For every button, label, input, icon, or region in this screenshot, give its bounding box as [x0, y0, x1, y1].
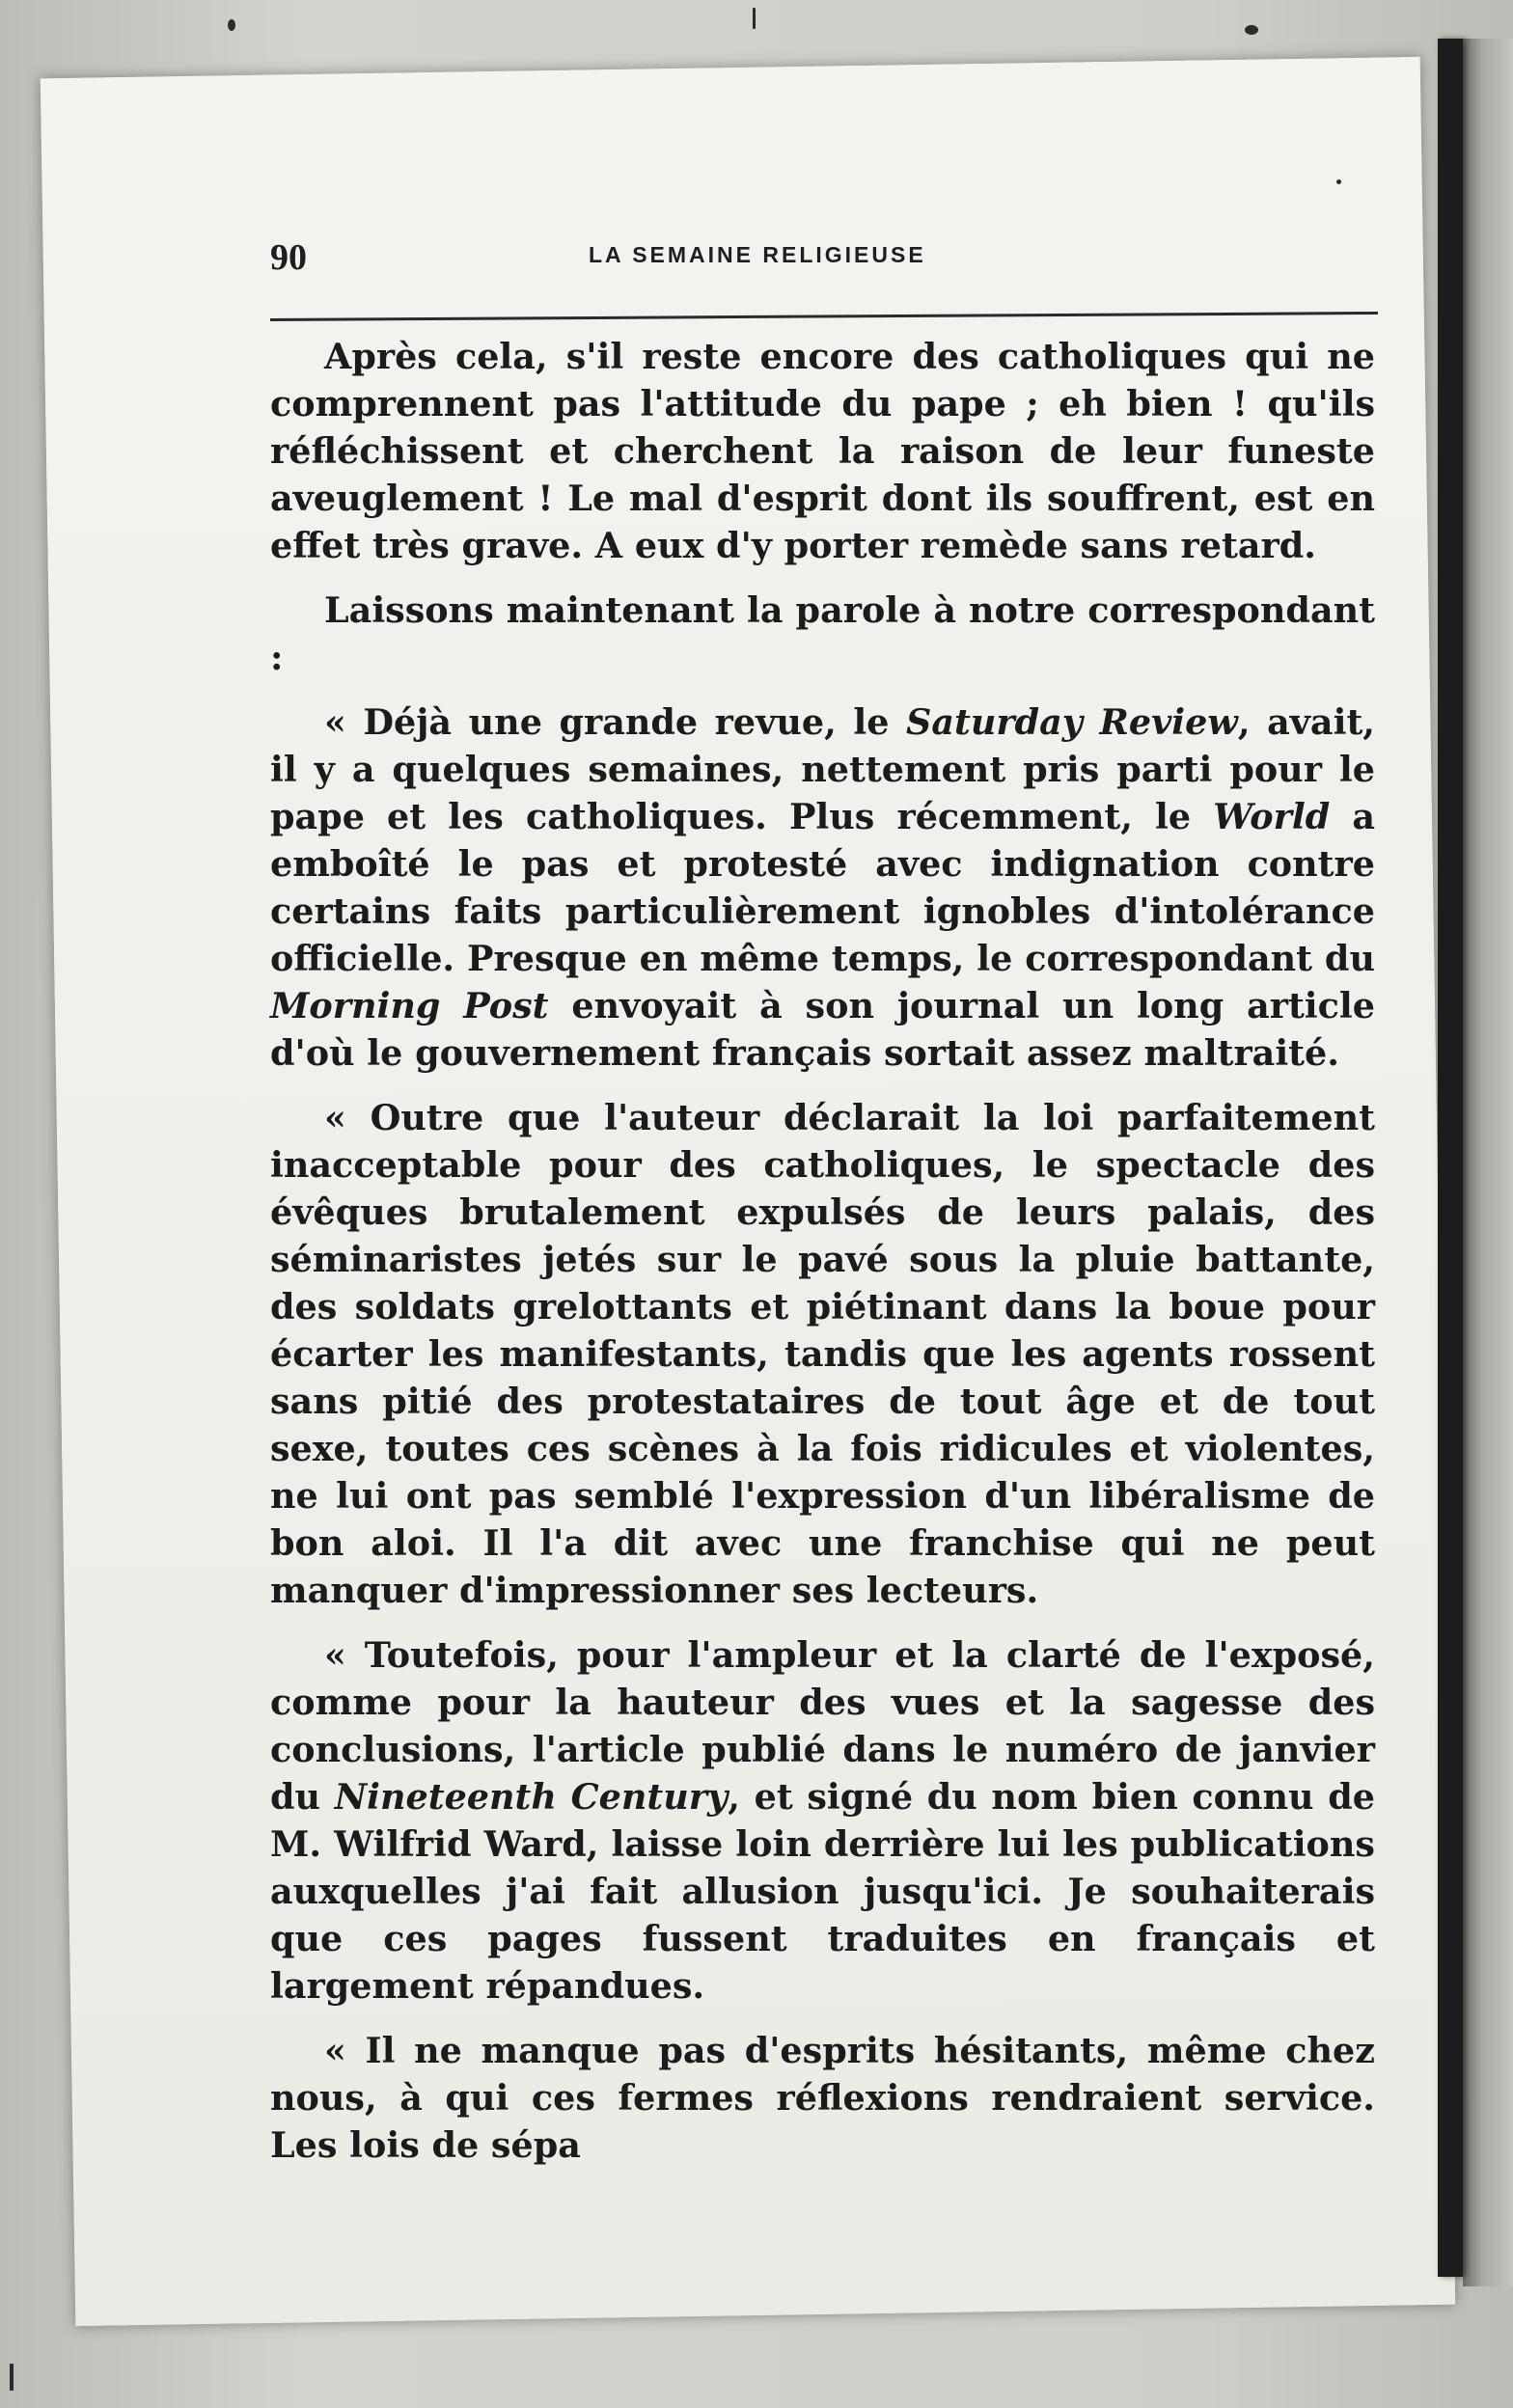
- italic-title: Morning Post: [270, 985, 549, 1026]
- book-spine-shadow: [1438, 39, 1463, 2277]
- italic-title: World: [1213, 796, 1331, 837]
- paragraph: [270, 333, 1375, 569]
- text-segment: , et signé du nom bien connu de M. Wilfrid Ward, laisse loin derrière lui les publications auxquelles j'ai fait allusion jusqu'ici. Je souhaiterais que ces pages fussent traduites en français et largement répandues.: [270, 1776, 1375, 2007]
- italic-title: Nineteenth Century: [334, 1776, 729, 1818]
- text-segment: « Outre que l'auteur déclarait la loi parfaitement inacceptable pour des catholiques, le spectacle des évêques brutalement expulsés de leurs palais, des séminaristes jetés sur le pavé sous la pluie battante, des soldats grelottants et piétinant dans la boue pour écarter les manifestants, tandis que les agents rossent sans pitié des protestataires de tout âge et de tout sexe, toutes ces scènes à la fois ridicules et violentes, ne lui ont pas semblé l'expression d'un libéralisme de bon aloi. Il l'a dit avec une franchise qui ne peut manquer d'impressionner ses lecteurs.: [270, 1097, 1375, 1611]
- paragraph: [270, 1631, 1375, 2010]
- text-segment: envoyait à son journal un long article d'où le gouvernement français sortait assez maltraité.: [270, 985, 1375, 1074]
- text-segment: , avait, il y a quelques semaines, nettement pris parti pour le pape et les catholiques. Plus récemment, le: [270, 701, 1376, 837]
- body-text: [270, 333, 1375, 2186]
- paragraph: [270, 587, 1375, 681]
- text-segment: Laissons maintenant la parole à notre correspondant :: [270, 589, 1375, 678]
- text-segment: « Il ne manque pas d'esprits hésitants, même chez nous, à qui ces fermes réflexions rendraient service. Les lois de sépa: [270, 2030, 1375, 2166]
- text-segment: Après cela, s'il reste encore des catholiques qui ne comprennent pas l'attitude du pape ; eh bien ! qu'ils réfléchissent et cherchent la raison de leur funeste aveuglement ! Le mal d'esprit dont ils souffrent, est en effet très grave. A eux d'y porter remède sans retard.: [270, 336, 1375, 566]
- scan-speck: [10, 2364, 14, 2391]
- page-number: 90: [270, 237, 307, 278]
- page-header: [270, 217, 1375, 278]
- scan-speck: [753, 8, 756, 29]
- running-head: LA SEMAINE RELIGIEUSE: [589, 242, 926, 267]
- text-segment: « Toutefois, pour l'ampleur et la clarté de l'exposé, comme pour la hauteur des vues et la sagesse des conclusions, l'article publié dans le numéro de janvier du: [270, 1634, 1375, 1818]
- paragraph: [270, 2027, 1375, 2169]
- text-segment: a emboîté le pas et protesté avec indignation contre certains faits particulièrement ignobles d'intolérance officielle. Presque en même temps, le correspondant du: [270, 796, 1375, 979]
- paragraph: [270, 698, 1375, 1077]
- text-segment: « Déjà une grande revue, le: [324, 701, 906, 743]
- scan-speck: [1336, 179, 1341, 184]
- paragraph: [270, 1094, 1375, 1614]
- book-edge: [1463, 39, 1513, 2286]
- italic-title: Saturday Review: [905, 701, 1238, 743]
- scan-speck: [228, 19, 235, 31]
- scan-speck: [1245, 25, 1258, 35]
